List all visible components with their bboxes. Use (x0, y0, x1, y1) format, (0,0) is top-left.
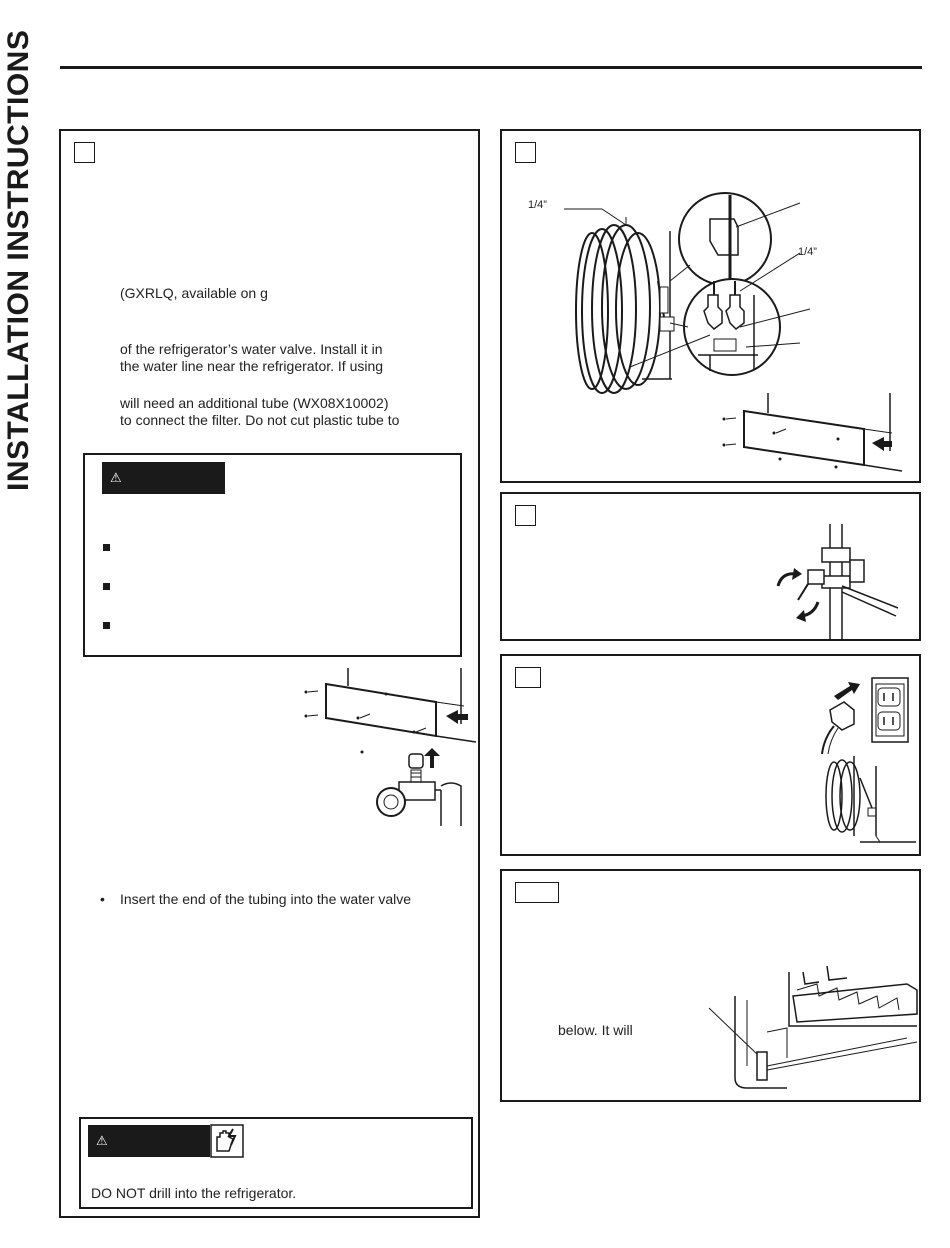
bottom-warning-triangle-icon: ⚠ (96, 1133, 108, 1148)
coil-cabinet-illustration (820, 756, 916, 851)
icemaker-panel (500, 869, 921, 1102)
shutoff-valve-panel (500, 492, 921, 641)
electrical-shock-icon (211, 1125, 243, 1157)
warning-header-bar (102, 462, 225, 494)
warning-bullet-3 (103, 622, 110, 629)
bottom-warning-text: DO NOT drill into the refrigerator. (91, 1185, 297, 1201)
wall-outlet-illustration (820, 674, 916, 754)
tubing-connection-panel (500, 129, 921, 483)
instruction-line-2: of the refrigerator’s water valve. Install it in (120, 341, 383, 357)
instruction-line-1: (GXRLQ, available on g (120, 285, 268, 301)
side-title: INSTALLATION INSTRUCTIONS (2, 30, 35, 492)
step-number-box (515, 667, 541, 688)
bottom-warning-box (79, 1117, 473, 1209)
step-number-box (74, 142, 95, 163)
bottom-warning-header-bar (88, 1125, 210, 1157)
warning-triangle-icon: ⚠ (110, 470, 122, 485)
top-rule (60, 66, 922, 69)
instruction-line-5: to connect the filter. Do not cut plastic tube to (120, 412, 400, 428)
valve-cap-illustration (379, 746, 469, 831)
instruction-line-3: the water line near the refrigerator. If using (120, 358, 384, 374)
left-instruction-panel (59, 129, 480, 1218)
tubing-coil-illustration (502, 131, 922, 481)
step-number-box (515, 882, 559, 903)
step-number-box (515, 505, 536, 526)
icemaker-illustration (707, 966, 917, 1098)
icemaker-text: below. It will (558, 1022, 633, 1038)
warning-bullet-2 (103, 583, 110, 590)
warning-box (83, 453, 462, 657)
instruction-line-4: will need an additional tube (WX08X10002) (120, 395, 389, 411)
insert-tubing-text: Insert the end of the tubing into the water valve (120, 891, 412, 907)
warning-bullet-1 (103, 544, 110, 551)
shutoff-valve-illustration (772, 524, 912, 639)
tube-size-label-left: 1/4” (528, 199, 547, 211)
tube-size-label-right: 1/4” (798, 246, 817, 258)
insert-bullet: • (100, 891, 105, 907)
plug-in-panel (500, 654, 921, 856)
